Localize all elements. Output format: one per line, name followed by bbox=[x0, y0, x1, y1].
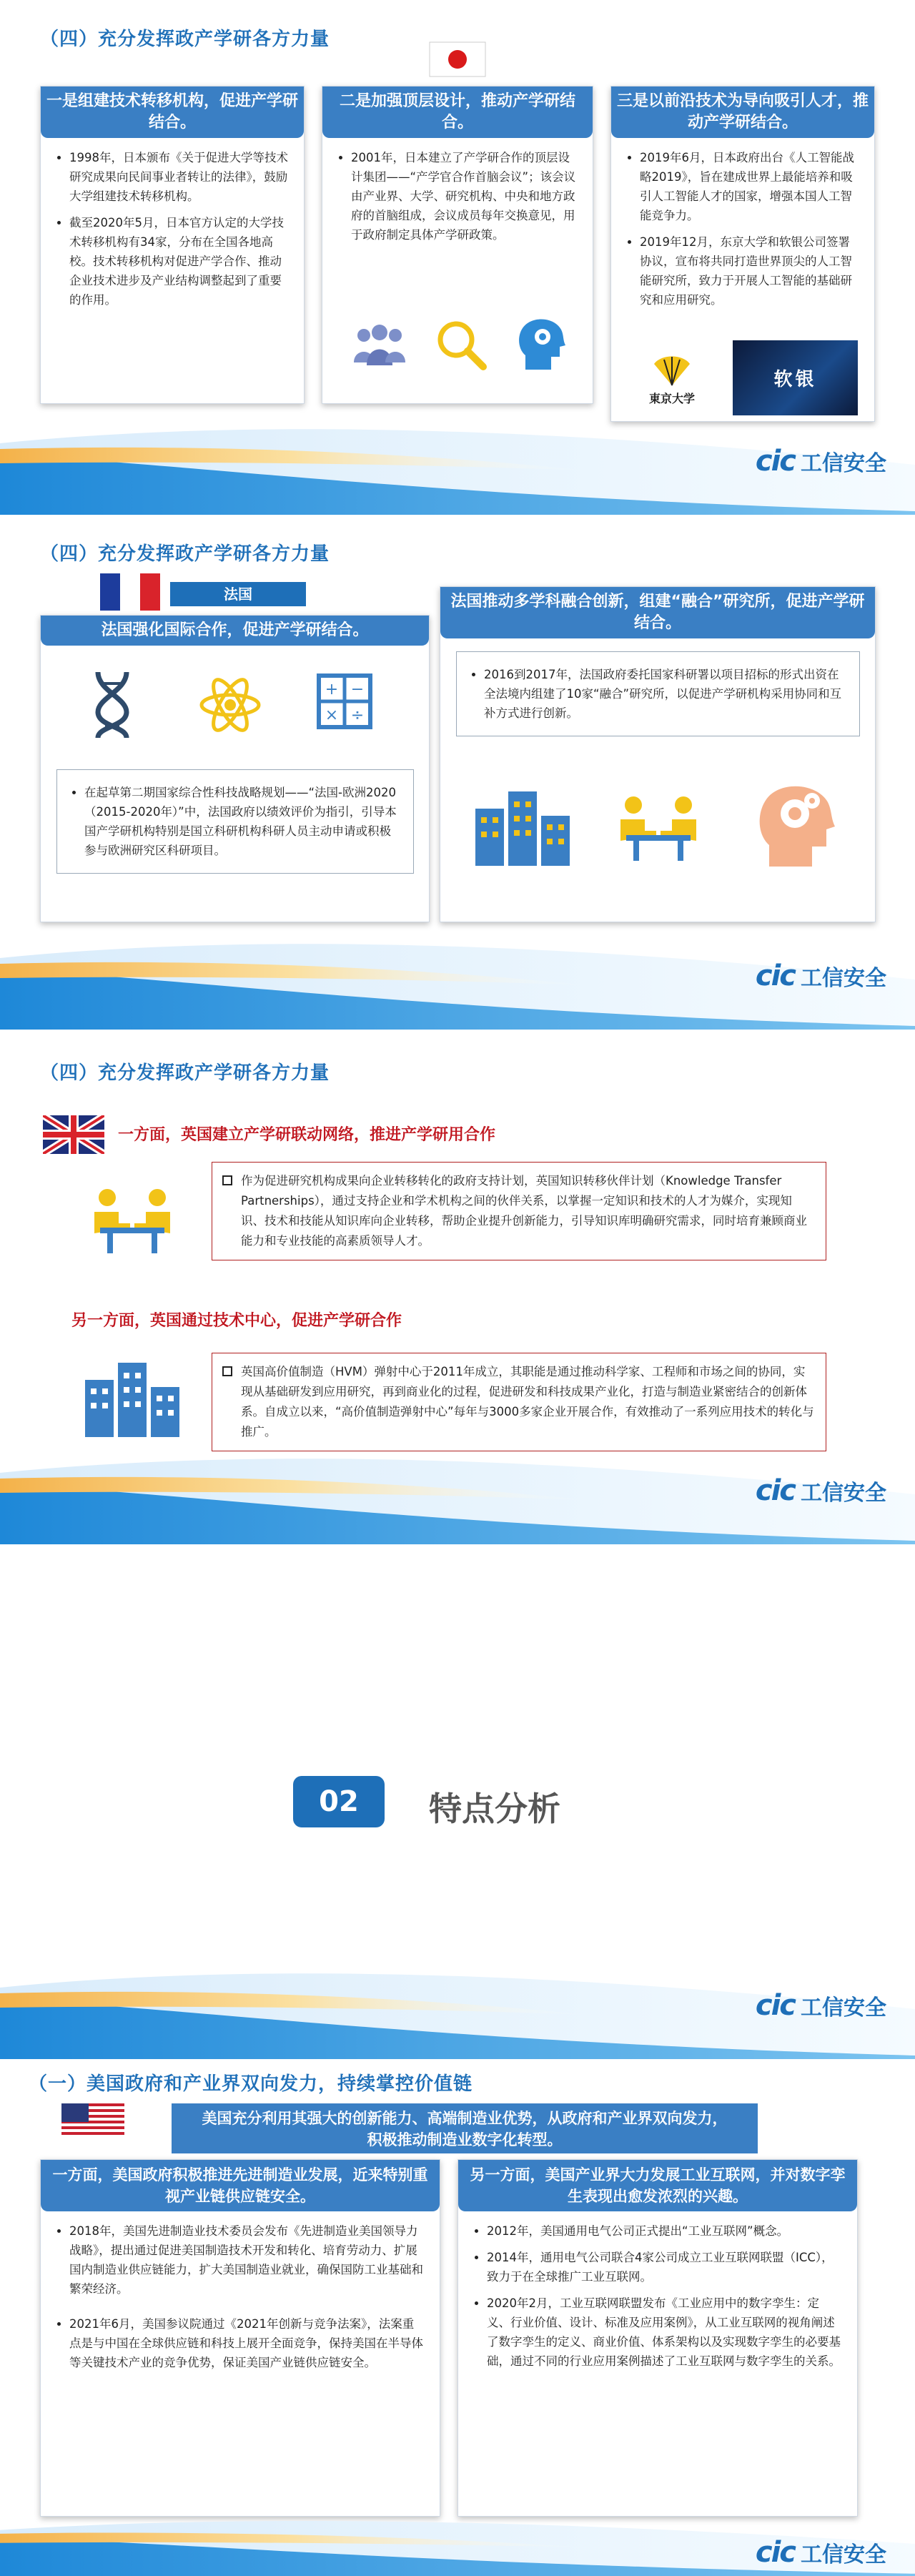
panel-left bbox=[40, 2159, 440, 2517]
list-item: • 2019年12月，东京大学和软银公司签署协议，宣布将共同打造世界顶尖的人工智能研究所，致力于开展人工智能的基础研究和应用研究。 bbox=[640, 232, 859, 310]
left-text-box bbox=[56, 769, 414, 874]
list-item: • 在起草第二期国家综合性科技战略规划——“法国-欧洲2020（2015-2020年）”中，法国政府以绩效评价为指引，引导本国产学研机构特别是国立科研机构科研人员主动申请或积极参与欧洲研究区科研项目。 bbox=[84, 783, 399, 860]
checkbox-square-icon bbox=[222, 1366, 232, 1376]
panel-col1 bbox=[40, 86, 305, 404]
list-item: • 1998年，日本颁布《关于促进大学等技术研究成果向民间事业者转让的法律》，鼓励大学组建技术转移机构。 bbox=[69, 148, 288, 206]
panel-right bbox=[458, 2159, 858, 2517]
svg-text:−: − bbox=[350, 681, 365, 699]
slide-france bbox=[0, 515, 915, 1030]
slide-usa bbox=[0, 2059, 915, 2576]
heading-one: 一方面，英国建立产学研联动网络，推进产学研用合作 bbox=[118, 1126, 496, 1144]
svg-text:×: × bbox=[325, 706, 339, 724]
japan-flag-icon bbox=[429, 41, 486, 77]
company-logo: cic 工信安全 bbox=[755, 1474, 886, 1507]
list-item: • 2016到2017年，法国政府委托国家科研署以项目招标的形式出资在全法境内组建了10家“融合”研究所，以促进产学研机构采用协同和互补方式进行创新。 bbox=[484, 665, 845, 723]
checkbox-square-icon bbox=[222, 1175, 232, 1185]
slide-japan bbox=[0, 0, 915, 515]
panel-head: 一方面，美国政府积极推进先进制造业发展，近来特别重视产业链供应链安全。 bbox=[41, 2160, 440, 2211]
softbank-image bbox=[733, 340, 858, 415]
meeting-icon bbox=[86, 1183, 179, 1255]
heading-two: 另一方面，英国通过技术中心，促进产学研合作 bbox=[71, 1312, 402, 1330]
panel-head: 法国推动多学科融合创新，组建“融合”研究所，促进产学研结合。 bbox=[440, 587, 875, 638]
section-number-badge bbox=[293, 1776, 385, 1827]
company-logo: cic 工信安全 bbox=[755, 445, 886, 478]
panel-head: 二是加强顶层设计，推动产学研结合。 bbox=[322, 87, 593, 138]
text-box-two: 英国高价值制造（HVM）弹射中心于2011年成立，其职能是通过推动科学家、工程师和市场之间的协同，实现从基础研发到应用研究，再到商业化的过程，促进研发和科技成果产业化，打造与制造业紧密结合的创新体系。自成立以来，“高价值制造弹射中心”每年与3000多家企业开展合作，有效推动了一系列应用技术的转化与推广。 bbox=[212, 1353, 826, 1451]
list-item: • 2012年，美国通用电气公司正式提出“工业互联网”概念。 bbox=[487, 2221, 841, 2241]
tokyo-university-logo bbox=[633, 351, 711, 415]
panel-head: 三是以前沿技术为导向吸引人才，推动产学研结合。 bbox=[611, 87, 874, 138]
atom-icon bbox=[198, 673, 262, 737]
list-item: • 截至2020年5月，日本官方认定的大学技术转移机构有34家，分布在全国各地高校。技术转移机构对促进产学合作、推动企业技术进步及产业结构调整起到了重要的作用。 bbox=[69, 213, 288, 310]
slide-uk bbox=[0, 1030, 915, 1544]
text-box-one: 作为促进研究机构成果向企业转移转化的政府支持计划，英国知识转移伙伴计划（Knowledge Transfer Partnerships），通过支持企业和学术机构之间的伙伴关系，以掌握一定知识和技术的人才为媒介，实现知识、技术和技能从知识库向企业转移，帮助企业提升创新能力，引导知识库明确研究需求，同时培育兼顾商业能力和专业技能的高素质领导人才。 bbox=[212, 1162, 826, 1260]
section-title: 特点分析 bbox=[429, 1790, 560, 1828]
country-label: 法国 bbox=[170, 582, 306, 606]
calculator-icon bbox=[316, 673, 373, 730]
right-text-box bbox=[456, 651, 860, 736]
svg-text:+: + bbox=[325, 681, 339, 699]
meeting-icon bbox=[612, 791, 705, 862]
panel-head: 另一方面，美国产业界大力发展工业互联网，并对数字孪生表现出愈发浓烈的兴趣。 bbox=[458, 2160, 857, 2211]
company-logo: cic 工信安全 bbox=[755, 2536, 886, 2569]
buildings-icon bbox=[473, 787, 573, 866]
usa-flag-icon bbox=[61, 2103, 124, 2138]
ginkgo-icon bbox=[647, 351, 697, 387]
magnifier-icon bbox=[433, 317, 489, 372]
slide-title: （四）充分发挥政产学研各方力量 bbox=[40, 543, 330, 565]
list-item: • 2001年，日本建立了产学研合作的顶层设计集团——“产学官合作首脑会议”；该会议由产业界、大学、研究机构、中央和地方政府的首脑组成，会议成员每年交换意见，用于政府制定具体产学研政策。 bbox=[351, 148, 577, 245]
dna-icon bbox=[91, 669, 134, 741]
buildings-icon bbox=[82, 1358, 182, 1437]
list-item: • 2020年2月，工业互联网联盟发布《工业应用中的数字孪生：定义、行业价值、设计、标准及应用案例》，从工业互联网的视角阐述了数字孪生的定义、商业价值、体系架构以及实现数字孪生的必要基础，通过不同的行业应用案例描述了工业互联网与数字孪生的关系。 bbox=[487, 2294, 841, 2371]
company-logo: cic 工信安全 bbox=[755, 959, 886, 992]
france-flag-icon bbox=[100, 573, 160, 611]
panel-left bbox=[40, 615, 430, 922]
slide-title: （一）美国政府和产业界双向发力，持续掌控价值链 bbox=[29, 2073, 473, 2095]
list-item: • 2021年6月，美国参议院通过《2021年创新与竞争法案》，法案重点是与中国在全球供应链和科技上展开全面竞争，保持美国在半导体等关键技术产业的竞争优势，保证美国产业链供应链安全。 bbox=[69, 2314, 424, 2372]
company-logo: cic 工信安全 bbox=[755, 1989, 886, 2022]
list-item: • 2018年，美国先进制造业技术委员会发布《先进制造业美国领导力战略》，提出通过促进美国制造技术开发和转化、培育劳动力、扩展国内制造业供应链能力，扩大美国制造业就业，确保国防工业基础和繁荣经济。 bbox=[69, 2221, 424, 2299]
head-gears-icon bbox=[755, 776, 841, 869]
panel-head: 一是组建技术转移机构，促进产学研结合。 bbox=[41, 87, 304, 138]
summary-banner: 美国充分利用其强大的创新能力、高端制造业优势，从政府和产业界双向发力，积极推动制造业数字化转型。 bbox=[172, 2103, 758, 2153]
uk-flag-icon bbox=[43, 1115, 104, 1154]
tokyo-university-label: 東京大学 bbox=[648, 392, 695, 405]
section-number: 02 bbox=[319, 1785, 359, 1818]
team-icon bbox=[351, 322, 408, 368]
panel-head: 法国强化国际合作，促进产学研结合。 bbox=[41, 616, 429, 646]
slide-title: （四）充分发挥政产学研各方力量 bbox=[40, 29, 330, 50]
panel-col2 bbox=[322, 86, 593, 404]
slide-section-divider bbox=[0, 1544, 915, 2059]
head-gear-icon bbox=[514, 315, 570, 372]
svg-text:÷: ÷ bbox=[350, 706, 365, 724]
panel-col3 bbox=[610, 86, 875, 422]
panel-right bbox=[440, 586, 876, 922]
softbank-label: 软银 bbox=[773, 369, 817, 390]
list-item: • 2019年6月，日本政府出台《人工智能战略2019》，旨在建成世界上最能培养和吸引人工智能人才的国家，增强本国人工智能竞争力。 bbox=[640, 148, 859, 225]
list-item: • 2014年，通用电气公司联合4家公司成立工业互联网联盟（ICC），致力于在全球推广工业互联网。 bbox=[487, 2248, 841, 2286]
slide-title: （四）充分发挥政产学研各方力量 bbox=[40, 1062, 330, 1084]
